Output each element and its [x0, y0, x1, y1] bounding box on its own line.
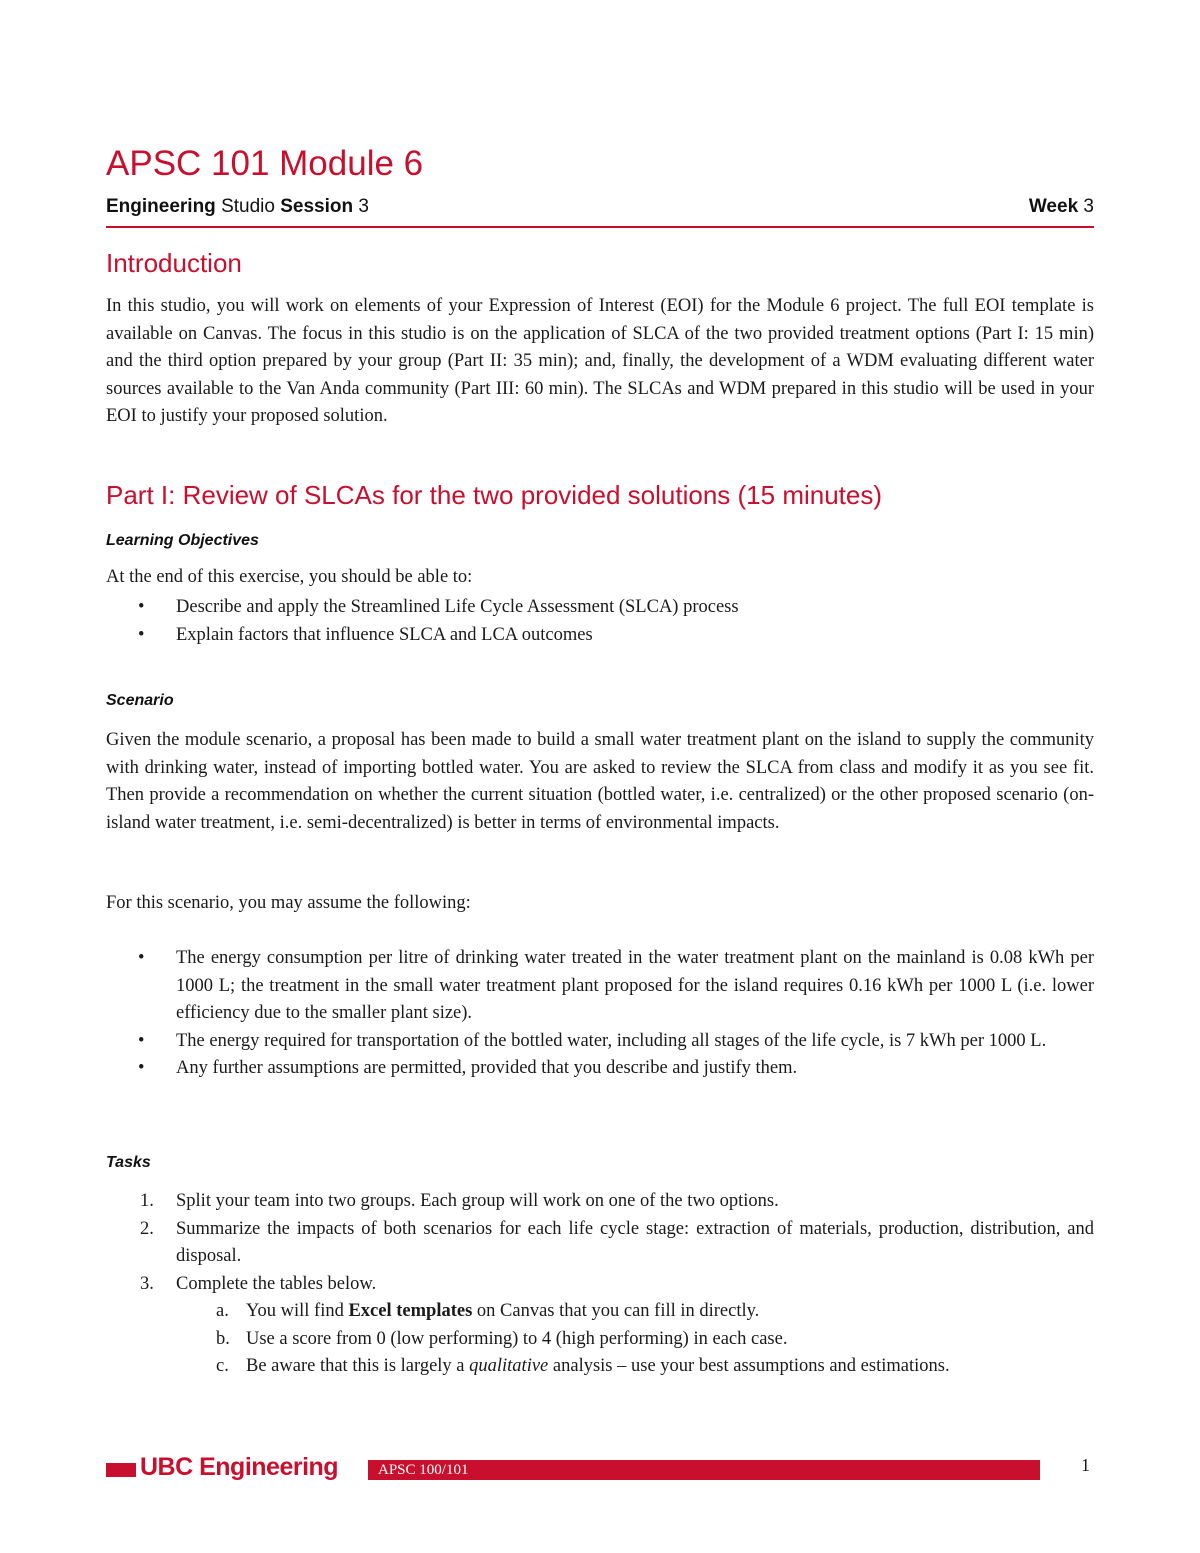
objectives-list: [106, 594, 1094, 649]
objectives-intro: At the end of this exercise, you should be able to:: [106, 567, 473, 587]
footer-course-label: APSC 100/101: [378, 1462, 469, 1478]
document-title: APSC 101 Module 6: [106, 144, 424, 183]
session-label: Engineering Studio Session 3: [106, 196, 369, 217]
scenario-paragraph: Given the module scenario, a proposal has been made to build a small water treatment plant on the island to supply the community with drinking water, instead of importing bottled water. You are asked to review the SLCA from class and modify it as you see fit. Then provide a recommendation on whether the current situation (bottled water, i.e. centralized) or the other proposed scenario (on-island water treatment, i.e. semi-decentralized) is better in terms of environmental impacts.: [106, 730, 1094, 833]
list-item: c. Be aware that this is largely a qualitative analysis – use your best assumptions and estimations.: [216, 1356, 950, 1376]
bullet-icon: •: [138, 624, 145, 645]
list-item: • The energy consumption per litre of drinking water treated in the water treatment plant on the mainland is 0.08 kWh per 1000 L; the treatment in the small water treatment plant proposed for the island requires 0.16 kWh per 1000 L (i.e. lower efficiency due to the smaller plant size).: [106, 945, 1094, 1028]
list-item: b. Use a score from 0 (low performing) to 4 (high performing) in each case.: [216, 1328, 788, 1349]
tasks-list: [106, 1188, 1094, 1381]
list-item: 2. Summarize the impacts of both scenarios for each life cycle stage: extraction of materials, production, distribution, and disposal.: [140, 1218, 1094, 1266]
list-item: • Any further assumptions are permitted, provided that you describe and justify them.: [106, 1055, 1094, 1083]
part1-heading: Part I: Review of SLCAs for the two provided solutions (15 minutes): [106, 480, 883, 510]
assumptions-list: [106, 945, 1094, 1083]
bullet-icon: •: [138, 1030, 145, 1051]
objectives-heading: Learning Objectives: [106, 532, 259, 549]
ubc-engineering-logo: UBC Engineering: [140, 1453, 339, 1481]
scenario-heading: Scenario: [106, 692, 174, 709]
session-header: [106, 196, 1094, 228]
footer-accent-bar: [106, 1463, 136, 1477]
page-footer: [106, 1455, 1094, 1485]
intro-paragraph: In this studio, you will work on elements of your Expression of Interest (EOI) for the Module 6 project. The full EOI template is available on Canvas. The focus in this studio is on the application of SLCA of the two provided treatment options (Part I: 15 min) and the third option prepared by your group (Part II: 35 min); and, finally, the development of a WDM evaluating different water sources available to the Van Anda community (Part III: 60 min). The SLCAs and WDM prepared in this studio will be used in your EOI to justify your proposed solution.: [106, 296, 1094, 426]
page-number: 1: [1081, 1455, 1090, 1475]
bullet-icon: •: [138, 948, 145, 968]
subtask-list: [176, 1298, 1094, 1381]
footer-course-bar: [368, 1460, 1040, 1480]
list-item: • The energy required for transportation of the bottled water, including all stages of the life cycle, is 7 kWh per 1000 L.: [106, 1028, 1094, 1056]
assumptions-intro: For this scenario, you may assume the following:: [106, 893, 471, 913]
tasks-heading: Tasks: [106, 1154, 151, 1171]
list-item: • Describe and apply the Streamlined Life Cycle Assessment (SLCA) process: [106, 594, 1094, 622]
week-label: Week 3: [1028, 196, 1094, 217]
bullet-icon: •: [138, 597, 145, 617]
list-item: • Explain factors that influence SLCA and LCA outcomes: [106, 622, 1094, 650]
bullet-icon: •: [138, 1058, 145, 1078]
list-item: 3. Complete the tables below. a. You will find Excel templates on Canvas that you can fill in directly. b. Use a score from 0 (low performing) to 4 (high performing) in each case. c. Be aware that this is largely a qualitative analysis – use your best assumptions and estimations.: [106, 1271, 1094, 1381]
intro-heading: Introduction: [106, 248, 242, 278]
list-item: a. You will find Excel templates on Canvas that you can fill in directly.: [216, 1301, 760, 1321]
list-item: 1. Split your team into two groups. Each group will work on one of the two options.: [140, 1191, 779, 1211]
